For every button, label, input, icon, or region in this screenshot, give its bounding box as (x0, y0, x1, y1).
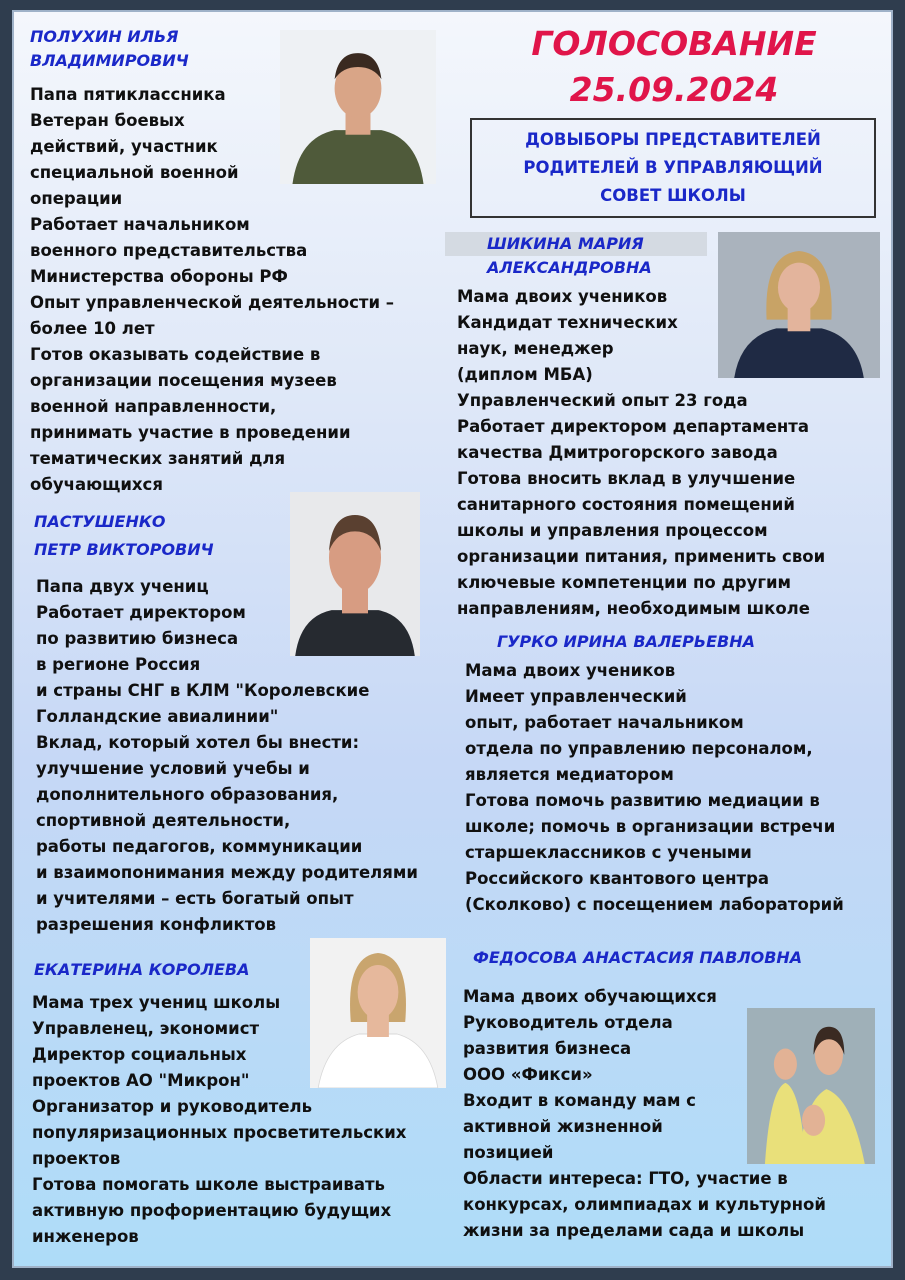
subtitle-line: СОВЕТ ШКОЛЫ (600, 186, 746, 205)
bio-line: дополнительного образования, (36, 785, 339, 804)
bio-line: проектов (32, 1149, 121, 1168)
candidate-bio-koroleva (32, 990, 406, 1250)
bio-line: Министерства обороны РФ (30, 267, 288, 286)
bio-line: Имеет управленческий (465, 687, 687, 706)
bio-line: обучающихся (30, 475, 163, 494)
bio-line: Мама трех учениц школы (32, 993, 281, 1012)
bio-line: Папа пятиклассника (30, 85, 226, 104)
bio-line: Мама двоих обучающихся (463, 987, 717, 1006)
bio-line: принимать участие в проведении (30, 423, 351, 442)
bio-line: развития бизнеса (463, 1039, 632, 1058)
bio-line: Вклад, который хотел бы внести: (36, 733, 360, 752)
bio-line: специальной военной (30, 163, 239, 182)
bio-line: активной жизненной (463, 1117, 663, 1136)
name-line: ЕКАТЕРИНА КОРОЛЕВА (34, 960, 250, 979)
bio-line: Опыт управленческой деятельности – (30, 293, 395, 312)
bio-line: улучшение условий учебы и (36, 759, 310, 778)
bio-line: старшеклассников с учеными (465, 843, 752, 862)
bio-line: Руководитель отдела (463, 1013, 673, 1032)
bio-line: Папа двух учениц (36, 577, 209, 596)
bio-line: Организатор и руководитель (32, 1097, 313, 1116)
bio-line: Ветеран боевых (30, 111, 185, 130)
bio-line: жизни за пределами сада и школы (463, 1221, 805, 1240)
candidate-bio-shikina (457, 284, 825, 622)
candidate-name-shikina (487, 232, 652, 280)
name-line: ВЛАДИМИРОВИЧ (30, 51, 189, 70)
bio-line: санитарного состояния помещений (457, 495, 795, 514)
bio-line: Мама двоих учеников (465, 661, 676, 680)
election-poster (12, 10, 893, 1268)
bio-line: опыт, работает начальником (465, 713, 744, 732)
candidate-name-pastushenko (34, 508, 214, 564)
name-line: АЛЕКСАНДРОВНА (487, 258, 652, 277)
candidate-bio-gurko (465, 658, 844, 918)
bio-line: Области интереса: ГТО, участие в (463, 1169, 788, 1188)
bio-line: направлениям, необходимым школе (457, 599, 810, 618)
bio-line: инженеров (32, 1227, 139, 1246)
subtitle-line: РОДИТЕЛЕЙ В УПРАВЛЯЮЩИЙ (523, 158, 823, 177)
name-line: ПЕТР ВИКТОРОВИЧ (34, 540, 214, 559)
poster-subtitle-box (470, 118, 876, 218)
bio-line: по развитию бизнеса (36, 629, 239, 648)
subtitle-line: ДОВЫБОРЫ ПРЕДСТАВИТЕЛЕЙ (525, 130, 821, 149)
bio-line: и взаимопонимания между родителями (36, 863, 418, 882)
name-line: ПАСТУШЕНКО (34, 512, 166, 531)
name-line: ШИКИНА МАРИЯ (487, 234, 644, 253)
bio-line: ключевые компетенции по другим (457, 573, 792, 592)
bio-line: более 10 лет (30, 319, 155, 338)
candidate-name-gurko (497, 630, 755, 654)
candidate-name-polukhin (30, 25, 189, 73)
name-line: ФЕДОСОВА АНАСТАСИЯ ПАВЛОВНА (473, 948, 803, 967)
bio-line: и страны СНГ в КЛМ "Королевские (36, 681, 370, 700)
candidate-bio-fedosova (463, 984, 826, 1244)
bio-line: Работает директором (36, 603, 246, 622)
poster-title: ГОЛОСОВАНИЕ (531, 24, 817, 63)
bio-line: активную профориентацию будущих (32, 1201, 392, 1220)
bio-line: Кандидат технических (457, 313, 678, 332)
candidate-bio-pastushenko (36, 574, 418, 938)
name-line: ГУРКО ИРИНА ВАЛЕРЬЕВНА (497, 632, 755, 651)
candidate-bio-polukhin (30, 82, 394, 498)
bio-line: популяризационных просветительских (32, 1123, 407, 1142)
bio-line: спортивной деятельности, (36, 811, 291, 830)
bio-line: и учителями – есть богатый опыт (36, 889, 354, 908)
bio-line: проектов АО "Микрон" (32, 1071, 250, 1090)
bio-line: операции (30, 189, 123, 208)
poster-date: 25.09.2024 (569, 70, 779, 109)
bio-line: Готов оказывать содействие в (30, 345, 321, 364)
bio-line: военной направленности, (30, 397, 277, 416)
bio-line: Работает директором департамента (457, 417, 809, 436)
bio-line: в регионе Россия (36, 655, 201, 674)
bio-line: Управленческий опыт 23 года (457, 391, 748, 410)
bio-line: организации посещения музеев (30, 371, 337, 390)
bio-line: разрешения конфликтов (36, 915, 277, 934)
bio-line: ООО «Фикси» (463, 1065, 593, 1084)
bio-line: наук, менеджер (457, 339, 614, 358)
bio-line: военного представительства (30, 241, 308, 260)
bio-line: отдела по управлению персоналом, (465, 739, 813, 758)
name-line: ПОЛУХИН ИЛЬЯ (30, 27, 179, 46)
bio-line: школе; помочь в организации встречи (465, 817, 836, 836)
bio-line: является медиатором (465, 765, 674, 784)
bio-line: Директор социальных (32, 1045, 247, 1064)
bio-line: действий, участник (30, 137, 218, 156)
bio-line: Мама двоих учеников (457, 287, 668, 306)
bio-line: Готова помочь развитию медиации в (465, 791, 820, 810)
candidate-name-fedosova (473, 946, 802, 970)
bio-line: (Сколково) с посещением лабораторий (465, 895, 844, 914)
bio-line: конкурсах, олимпиадах и культурной (463, 1195, 826, 1214)
bio-line: Входит в команду мам с (463, 1091, 696, 1110)
bio-line: Готова помогать школе выстраивать (32, 1175, 385, 1194)
bio-line: тематических занятий для (30, 449, 286, 468)
bio-line: Работает начальником (30, 215, 250, 234)
bio-line: организации питания, применить свои (457, 547, 826, 566)
candidate-name-koroleva (34, 958, 250, 982)
bio-line: Голландские авиалинии" (36, 707, 279, 726)
bio-line: Готова вносить вклад в улучшение (457, 469, 796, 488)
bio-line: качества Дмитрогорского завода (457, 443, 778, 462)
bio-line: позицией (463, 1143, 554, 1162)
bio-line: работы педагогов, коммуникации (36, 837, 363, 856)
bio-line: (диплом МБА) (457, 365, 593, 384)
bio-line: Управленец, экономист (32, 1019, 260, 1038)
bio-line: Российского квантового центра (465, 869, 770, 888)
bio-line: школы и управления процессом (457, 521, 768, 540)
